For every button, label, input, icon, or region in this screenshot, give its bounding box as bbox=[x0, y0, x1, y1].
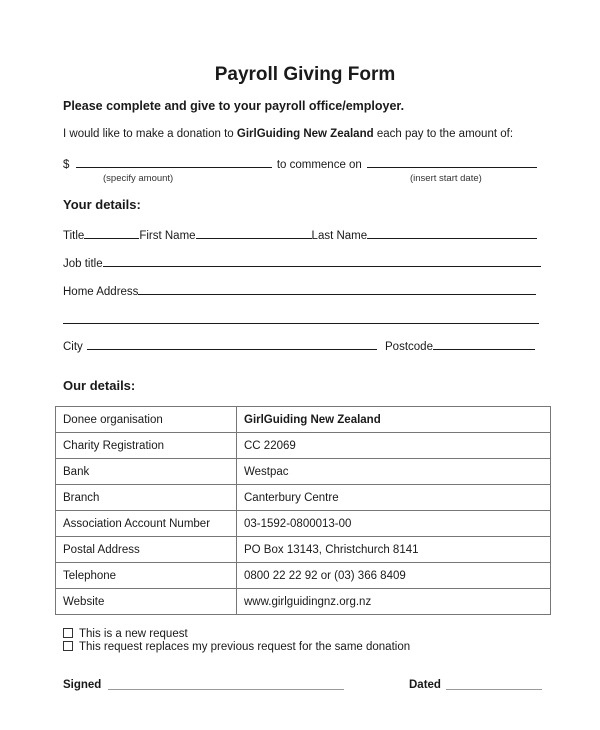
new-request-label: This is a new request bbox=[79, 628, 188, 640]
page-title: Payroll Giving Form bbox=[214, 64, 396, 85]
specify-amount-hint: (specify amount) bbox=[103, 173, 174, 184]
our-details-heading: Our details: bbox=[63, 378, 136, 393]
dollar-sign: $ bbox=[63, 159, 70, 171]
signed-label: Signed bbox=[63, 679, 102, 691]
start-date-hint: (insert start date) bbox=[410, 173, 482, 184]
row-value: Westpac bbox=[237, 459, 551, 485]
instruction-text: Please complete and give to your payroll office/employer. bbox=[63, 99, 405, 113]
row-value: PO Box 13143, Christchurch 8141 bbox=[237, 537, 551, 563]
donation-prefix: I would like to make a donation to bbox=[63, 128, 237, 140]
city-label: City bbox=[63, 341, 83, 353]
new-request-option[interactable] bbox=[63, 628, 188, 640]
row-value: 03-1592-0800013-00 bbox=[237, 511, 551, 537]
row-label: Charity Registration bbox=[56, 433, 237, 459]
home-address-row bbox=[63, 284, 536, 298]
table-row bbox=[56, 433, 551, 459]
row-value: Canterbury Centre bbox=[237, 485, 551, 511]
replaces-request-checkbox[interactable] bbox=[63, 641, 73, 651]
table-row bbox=[56, 589, 551, 615]
table-row bbox=[56, 563, 551, 589]
row-label: Bank bbox=[56, 459, 237, 485]
last-name-field[interactable] bbox=[367, 228, 537, 239]
replaces-request-option[interactable] bbox=[63, 641, 410, 653]
address-line-2-field[interactable] bbox=[63, 313, 539, 324]
row-label: Donee organisation bbox=[56, 407, 237, 433]
start-date-field[interactable] bbox=[367, 157, 537, 168]
row-value: GirlGuiding New Zealand bbox=[237, 407, 551, 433]
home-address-field[interactable] bbox=[138, 284, 536, 295]
row-value: CC 22069 bbox=[237, 433, 551, 459]
donation-org: GirlGuiding New Zealand bbox=[236, 128, 374, 140]
replaces-request-label: This request replaces my previous request for the same donation bbox=[79, 641, 411, 653]
first-name-field[interactable] bbox=[196, 228, 312, 239]
amount-field[interactable] bbox=[76, 157, 272, 168]
signature-field[interactable] bbox=[108, 681, 344, 690]
table-row bbox=[56, 485, 551, 511]
row-label: Postal Address bbox=[56, 537, 237, 563]
city-row bbox=[63, 339, 535, 353]
postcode-field[interactable] bbox=[433, 339, 535, 350]
row-label: Association Account Number bbox=[56, 511, 237, 537]
city-field[interactable] bbox=[87, 339, 377, 350]
title-label: Title bbox=[63, 230, 85, 242]
table-row bbox=[56, 537, 551, 563]
row-label: Website bbox=[56, 589, 237, 615]
last-name-label: Last Name bbox=[311, 230, 368, 242]
address-line-2 bbox=[63, 311, 539, 329]
table-row bbox=[56, 459, 551, 485]
row-value: www.girlguidingnz.org.nz bbox=[237, 589, 551, 615]
commence-label: to commence on bbox=[276, 159, 362, 171]
first-name-label: First Name bbox=[139, 230, 196, 242]
donation-suffix: each pay to the amount of: bbox=[373, 128, 514, 140]
job-title-label: Job title bbox=[63, 258, 103, 270]
postcode-label: Postcode bbox=[385, 341, 433, 353]
job-title-row bbox=[63, 256, 541, 270]
date-field[interactable] bbox=[446, 681, 542, 690]
our-details-table bbox=[55, 406, 551, 615]
donation-sentence bbox=[63, 128, 513, 140]
name-row bbox=[63, 228, 537, 242]
job-title-field[interactable] bbox=[103, 256, 541, 267]
row-label: Branch bbox=[56, 485, 237, 511]
dated-label: Dated bbox=[409, 679, 441, 691]
title-field[interactable] bbox=[84, 228, 139, 239]
row-label: Telephone bbox=[56, 563, 237, 589]
amount-row bbox=[63, 157, 537, 171]
table-row bbox=[56, 407, 551, 433]
row-value: 0800 22 22 92 or (03) 366 8409 bbox=[237, 563, 551, 589]
home-address-label: Home Address bbox=[63, 286, 139, 298]
table-row bbox=[56, 511, 551, 537]
new-request-checkbox[interactable] bbox=[63, 628, 73, 638]
your-details-heading: Your details: bbox=[63, 197, 141, 212]
